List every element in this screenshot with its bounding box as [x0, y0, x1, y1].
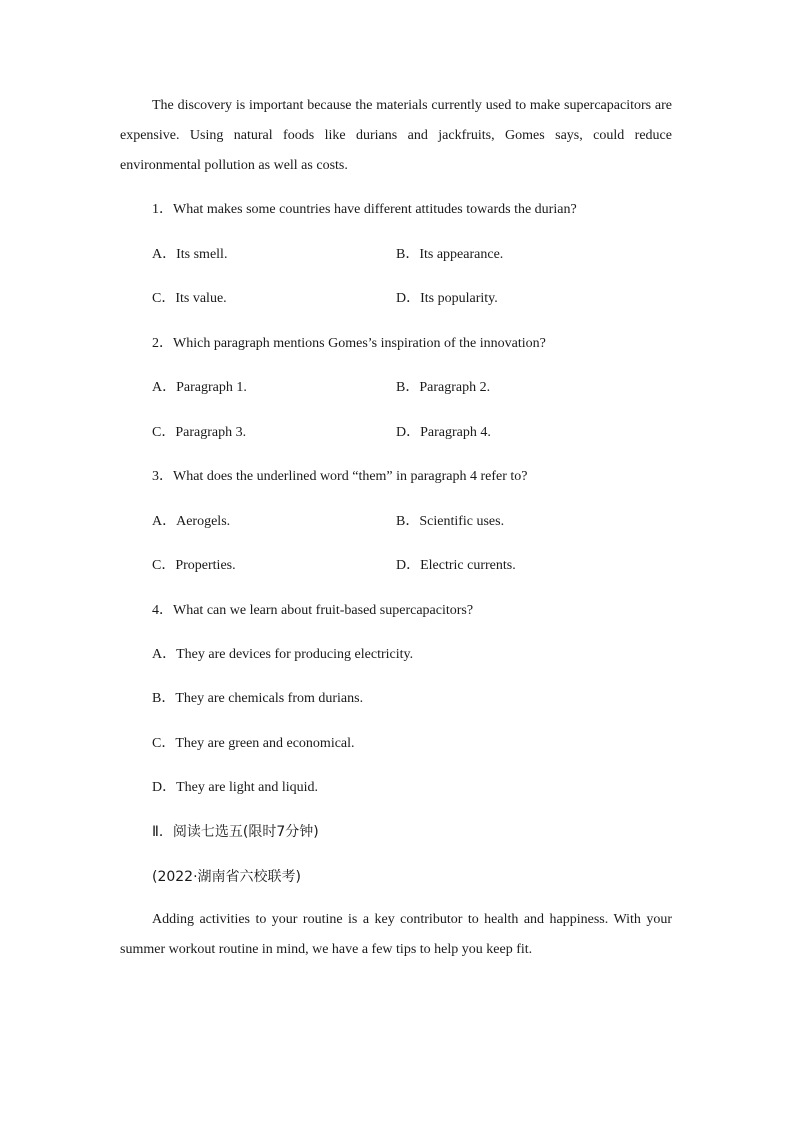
question-3-option-d: D．Electric currents. [396, 558, 516, 573]
question-2-option-a: A．Paragraph 1. [152, 380, 247, 395]
question-1-option-c: C．Its value. [152, 291, 227, 306]
question-4-option-a: A．They are devices for producing electricity. [152, 647, 414, 662]
question-3-option-c: C．Properties. [152, 558, 236, 573]
question-2-option-c: C．Paragraph 3. [152, 425, 247, 440]
question-2-option-b: B．Paragraph 2. [396, 380, 491, 395]
question-4-stem: 4．What can we learn about fruit-based supercapacitors? [152, 603, 474, 618]
question-3-option-a: A．Aerogels. [152, 514, 231, 529]
question-1-stem: 1．What makes some countries have different attitudes towards the durian? [152, 202, 577, 217]
question-1-option-b: B．Its appearance. [396, 247, 504, 262]
passage-paragraph-1: The discovery is important because the materials currently used to make supercapacitors are expensive. Using natural foods like durians and jackfruits, Gomes says, could reduce environmental pollution as well as costs. [120, 98, 672, 173]
question-1-option-d: D．Its popularity. [396, 291, 498, 306]
question-1-option-a: A．Its smell. [152, 247, 228, 262]
question-2-option-d: D．Paragraph 4. [396, 425, 491, 440]
question-4-option-d: D．They are light and liquid. [152, 780, 319, 795]
question-4-option-c: C．They are green and economical. [152, 736, 355, 751]
question-3-stem: 3．What does the underlined word “them” in paragraph 4 refer to? [152, 469, 528, 484]
question-4-option-b: B．They are chemicals from durians. [152, 691, 364, 706]
source-label: (2022·湖南省六校联考) [152, 869, 302, 885]
passage-paragraph-2: Adding activities to your routine is a key contributor to health and happiness. With your summer workout routine in mind, we have a few tips to help you keep fit. [120, 912, 672, 957]
question-3-option-b: B．Scientific uses. [396, 514, 505, 529]
section-heading: Ⅱ．阅读七选五(限时7分钟) [152, 824, 319, 840]
question-2-stem: 2．Which paragraph mentions Gomes’s inspiration of the innovation? [152, 336, 546, 351]
